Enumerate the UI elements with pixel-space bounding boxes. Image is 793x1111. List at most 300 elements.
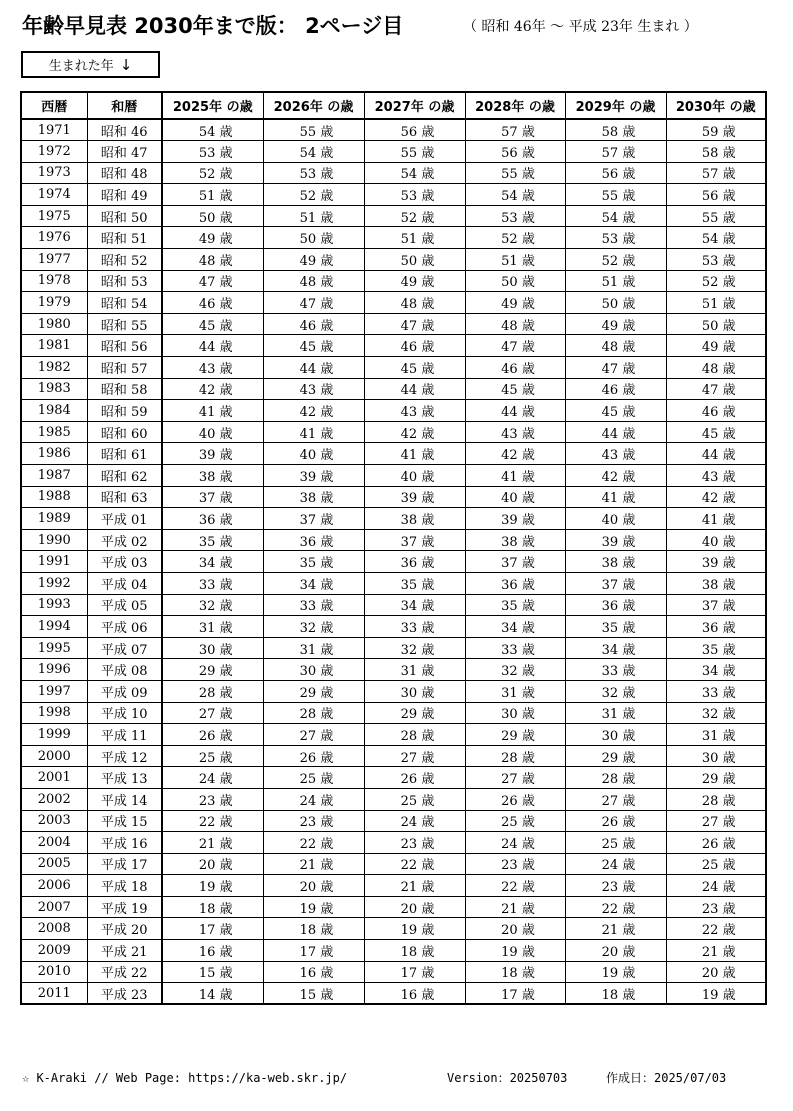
western-year-cell: 2010 [21,961,87,983]
age-cell: 35 歳 [364,572,465,594]
age-cell: 54 歳 [465,184,565,206]
age-cell: 43 歳 [263,378,364,400]
table-row [21,313,766,335]
japanese-era-cell: 平成 05 [87,594,162,616]
japanese-era-cell: 平成 13 [87,767,162,789]
age-table [20,91,767,1005]
column-header: 2030年 の歳 [666,92,766,119]
japanese-era-cell: 平成 14 [87,788,162,810]
column-header: 和暦 [87,92,162,119]
age-cell: 34 歳 [666,659,766,681]
age-cell: 59 歳 [666,119,766,141]
western-year-cell: 1971 [21,119,87,141]
table-row [21,292,766,314]
age-cell: 22 歳 [666,918,766,940]
age-cell: 51 歳 [465,249,565,271]
column-header: 西暦 [21,92,87,119]
japanese-era-cell: 昭和 59 [87,400,162,422]
age-cell: 51 歳 [364,227,465,249]
age-cell: 21 歳 [162,832,263,854]
japanese-era-cell: 昭和 49 [87,184,162,206]
western-year-cell: 1975 [21,205,87,227]
western-year-cell: 1982 [21,357,87,379]
age-cell: 19 歳 [263,896,364,918]
japanese-era-cell: 平成 03 [87,551,162,573]
age-cell: 47 歳 [465,335,565,357]
age-cell: 49 歳 [465,292,565,314]
age-cell: 46 歳 [364,335,465,357]
western-year-cell: 2000 [21,745,87,767]
age-cell: 21 歳 [465,896,565,918]
age-cell: 55 歳 [565,184,666,206]
table-row [21,486,766,508]
table-row [21,702,766,724]
western-year-cell: 1974 [21,184,87,206]
age-cell: 20 歳 [666,961,766,983]
age-cell: 38 歳 [666,572,766,594]
japanese-era-cell: 昭和 63 [87,486,162,508]
table-row [21,465,766,487]
japanese-era-cell: 平成 02 [87,529,162,551]
arrow-down-icon: ↓ [119,55,133,74]
column-header: 2029年 の歳 [565,92,666,119]
western-year-cell: 1973 [21,162,87,184]
table-row [21,659,766,681]
age-cell: 38 歳 [263,486,364,508]
age-cell: 47 歳 [565,357,666,379]
age-cell: 40 歳 [162,421,263,443]
age-cell: 57 歳 [465,119,565,141]
age-cell: 42 歳 [364,421,465,443]
japanese-era-cell: 平成 09 [87,680,162,702]
age-cell: 36 歳 [666,616,766,638]
age-cell: 29 歳 [364,702,465,724]
western-year-cell: 1989 [21,508,87,530]
japanese-era-cell: 昭和 58 [87,378,162,400]
japanese-era-cell: 昭和 47 [87,141,162,163]
age-cell: 49 歳 [162,227,263,249]
column-header: 2026年 の歳 [263,92,364,119]
age-cell: 45 歳 [666,421,766,443]
table-row [21,400,766,422]
age-cell: 57 歳 [666,162,766,184]
japanese-era-cell: 平成 07 [87,637,162,659]
age-cell: 30 歳 [666,745,766,767]
age-cell: 30 歳 [263,659,364,681]
age-cell: 42 歳 [162,378,263,400]
age-cell: 46 歳 [263,313,364,335]
age-cell: 39 歳 [565,529,666,551]
age-cell: 41 歳 [162,400,263,422]
age-cell: 43 歳 [666,465,766,487]
age-cell: 16 歳 [162,940,263,962]
western-year-cell: 2003 [21,810,87,832]
age-cell: 27 歳 [263,724,364,746]
table-row [21,357,766,379]
age-cell: 44 歳 [465,400,565,422]
table-row [21,141,766,163]
age-cell: 33 歳 [162,572,263,594]
table-row [21,508,766,530]
japanese-era-cell: 平成 15 [87,810,162,832]
age-cell: 24 歳 [666,875,766,897]
age-cell: 52 歳 [364,205,465,227]
age-cell: 41 歳 [263,421,364,443]
age-cell: 33 歳 [666,680,766,702]
japanese-era-cell: 平成 04 [87,572,162,594]
age-cell: 36 歳 [162,508,263,530]
age-cell: 36 歳 [364,551,465,573]
age-cell: 40 歳 [263,443,364,465]
japanese-era-cell: 平成 01 [87,508,162,530]
table-row [21,724,766,746]
age-cell: 53 歳 [465,205,565,227]
age-cell: 30 歳 [565,724,666,746]
western-year-cell: 1996 [21,659,87,681]
age-cell: 40 歳 [565,508,666,530]
japanese-era-cell: 昭和 48 [87,162,162,184]
japanese-era-cell: 平成 08 [87,659,162,681]
table-row [21,335,766,357]
age-cell: 20 歳 [465,918,565,940]
western-year-cell: 1987 [21,465,87,487]
age-cell: 27 歳 [666,810,766,832]
table-row [21,529,766,551]
age-cell: 52 歳 [666,270,766,292]
age-cell: 28 歳 [666,788,766,810]
age-cell: 48 歳 [565,335,666,357]
western-year-cell: 1984 [21,400,87,422]
age-cell: 26 歳 [162,724,263,746]
japanese-era-cell: 昭和 57 [87,357,162,379]
age-cell: 55 歳 [465,162,565,184]
table-row [21,637,766,659]
age-cell: 17 歳 [162,918,263,940]
age-cell: 56 歳 [465,141,565,163]
age-cell: 42 歳 [465,443,565,465]
western-year-cell: 1998 [21,702,87,724]
age-cell: 54 歳 [162,119,263,141]
age-cell: 39 歳 [162,443,263,465]
western-year-cell: 2001 [21,767,87,789]
age-cell: 52 歳 [465,227,565,249]
age-cell: 38 歳 [465,529,565,551]
age-cell: 31 歳 [666,724,766,746]
age-cell: 32 歳 [465,659,565,681]
age-cell: 39 歳 [263,465,364,487]
age-cell: 37 歳 [263,508,364,530]
western-year-cell: 1980 [21,313,87,335]
age-cell: 39 歳 [465,508,565,530]
age-cell: 35 歳 [263,551,364,573]
western-year-cell: 1985 [21,421,87,443]
age-cell: 38 歳 [565,551,666,573]
footer-author: ☆ K-Araki // Web Page: https://ka-web.skr.jp/ [22,1071,348,1085]
age-cell: 16 歳 [364,983,465,1005]
age-cell: 18 歳 [565,983,666,1005]
western-year-cell: 1993 [21,594,87,616]
column-header: 2028年 の歳 [465,92,565,119]
age-cell: 38 歳 [364,508,465,530]
japanese-era-cell: 平成 18 [87,875,162,897]
age-cell: 24 歳 [465,832,565,854]
age-cell: 58 歳 [565,119,666,141]
western-year-cell: 1995 [21,637,87,659]
age-cell: 17 歳 [364,961,465,983]
age-cell: 52 歳 [263,184,364,206]
age-cell: 23 歳 [565,875,666,897]
age-cell: 27 歳 [162,702,263,724]
age-cell: 46 歳 [465,357,565,379]
age-cell: 52 歳 [162,162,263,184]
age-cell: 55 歳 [263,119,364,141]
table-row [21,162,766,184]
table-row [21,249,766,271]
age-cell: 47 歳 [364,313,465,335]
age-cell: 25 歳 [162,745,263,767]
age-cell: 50 歳 [465,270,565,292]
japanese-era-cell: 平成 21 [87,940,162,962]
age-cell: 40 歳 [465,486,565,508]
age-cell: 24 歳 [364,810,465,832]
western-year-cell: 2011 [21,983,87,1005]
western-year-cell: 1991 [21,551,87,573]
japanese-era-cell: 平成 23 [87,983,162,1005]
western-year-cell: 1994 [21,616,87,638]
age-cell: 37 歳 [465,551,565,573]
age-cell: 33 歳 [263,594,364,616]
age-cell: 29 歳 [666,767,766,789]
age-cell: 43 歳 [565,443,666,465]
age-cell: 48 歳 [162,249,263,271]
table-row [21,832,766,854]
age-cell: 53 歳 [263,162,364,184]
age-cell: 32 歳 [565,680,666,702]
age-cell: 40 歳 [666,529,766,551]
age-cell: 22 歳 [162,810,263,832]
age-cell: 37 歳 [666,594,766,616]
age-cell: 49 歳 [565,313,666,335]
age-cell: 45 歳 [364,357,465,379]
age-cell: 24 歳 [565,853,666,875]
age-cell: 31 歳 [263,637,364,659]
age-cell: 43 歳 [465,421,565,443]
japanese-era-cell: 昭和 50 [87,205,162,227]
western-year-cell: 2005 [21,853,87,875]
age-cell: 23 歳 [666,896,766,918]
age-cell: 35 歳 [465,594,565,616]
western-year-cell: 2002 [21,788,87,810]
age-cell: 26 歳 [465,788,565,810]
age-cell: 41 歳 [465,465,565,487]
table-row [21,767,766,789]
age-cell: 25 歳 [263,767,364,789]
table-row [21,810,766,832]
age-cell: 19 歳 [465,940,565,962]
age-cell: 54 歳 [565,205,666,227]
table-row [21,572,766,594]
table-row [21,616,766,638]
age-cell: 48 歳 [666,357,766,379]
table-header [21,92,766,119]
footer-created: 作成日：2025/07/03 [606,1071,727,1085]
age-cell: 20 歳 [364,896,465,918]
age-cell: 20 歳 [565,940,666,962]
age-cell: 49 歳 [364,270,465,292]
japanese-era-cell: 昭和 56 [87,335,162,357]
age-cell: 22 歳 [364,853,465,875]
table-row [21,745,766,767]
age-cell: 45 歳 [465,378,565,400]
japanese-era-cell: 平成 06 [87,616,162,638]
age-cell: 31 歳 [364,659,465,681]
age-cell: 35 歳 [565,616,666,638]
table-row [21,184,766,206]
western-year-cell: 1981 [21,335,87,357]
age-cell: 45 歳 [263,335,364,357]
age-cell: 48 歳 [263,270,364,292]
age-cell: 56 歳 [364,119,465,141]
age-cell: 30 歳 [465,702,565,724]
western-year-cell: 2009 [21,940,87,962]
japanese-era-cell: 平成 22 [87,961,162,983]
age-cell: 50 歳 [162,205,263,227]
page-title: 年齢早見表 2030年まで版： 2ページ目 [22,14,404,38]
age-cell: 23 歳 [364,832,465,854]
age-cell: 37 歳 [565,572,666,594]
age-cell: 56 歳 [666,184,766,206]
age-cell: 29 歳 [162,659,263,681]
age-cell: 41 歳 [565,486,666,508]
table-row [21,788,766,810]
age-cell: 50 歳 [666,313,766,335]
western-year-cell: 2007 [21,896,87,918]
age-cell: 28 歳 [162,680,263,702]
age-cell: 54 歳 [666,227,766,249]
table-row [21,918,766,940]
age-cell: 28 歳 [565,767,666,789]
age-cell: 44 歳 [565,421,666,443]
age-cell: 18 歳 [465,961,565,983]
age-cell: 55 歳 [666,205,766,227]
age-cell: 58 歳 [666,141,766,163]
japanese-era-cell: 昭和 53 [87,270,162,292]
age-cell: 25 歳 [364,788,465,810]
age-cell: 28 歳 [364,724,465,746]
age-cell: 30 歳 [162,637,263,659]
table-row [21,680,766,702]
age-cell: 32 歳 [162,594,263,616]
age-cell: 44 歳 [263,357,364,379]
age-cell: 26 歳 [666,832,766,854]
age-cell: 46 歳 [666,400,766,422]
age-cell: 24 歳 [263,788,364,810]
age-cell: 44 歳 [162,335,263,357]
western-year-cell: 1978 [21,270,87,292]
age-cell: 19 歳 [666,983,766,1005]
age-cell: 45 歳 [162,313,263,335]
age-cell: 24 歳 [162,767,263,789]
age-cell: 51 歳 [263,205,364,227]
page-subtitle: （ 昭和 46年 〜 平成 23年 生まれ ） [463,19,698,35]
western-year-cell: 1972 [21,141,87,163]
age-cell: 43 歳 [162,357,263,379]
japanese-era-cell: 昭和 60 [87,421,162,443]
age-cell: 34 歳 [263,572,364,594]
japanese-era-cell: 平成 19 [87,896,162,918]
age-cell: 50 歳 [263,227,364,249]
age-cell: 26 歳 [565,810,666,832]
age-cell: 57 歳 [565,141,666,163]
age-cell: 32 歳 [364,637,465,659]
age-cell: 21 歳 [666,940,766,962]
age-cell: 35 歳 [162,529,263,551]
age-cell: 32 歳 [666,702,766,724]
age-cell: 18 歳 [263,918,364,940]
age-cell: 37 歳 [162,486,263,508]
table-row [21,270,766,292]
age-cell: 52 歳 [565,249,666,271]
age-cell: 33 歳 [465,637,565,659]
age-cell: 38 歳 [162,465,263,487]
age-cell: 34 歳 [364,594,465,616]
age-cell: 53 歳 [666,249,766,271]
age-cell: 25 歳 [465,810,565,832]
age-cell: 44 歳 [666,443,766,465]
table-body [21,119,766,1004]
age-cell: 46 歳 [565,378,666,400]
japanese-era-cell: 平成 17 [87,853,162,875]
age-cell: 50 歳 [565,292,666,314]
table-row [21,443,766,465]
table-row [21,594,766,616]
japanese-era-cell: 昭和 54 [87,292,162,314]
table-row [21,227,766,249]
age-cell: 48 歳 [364,292,465,314]
japanese-era-cell: 昭和 55 [87,313,162,335]
western-year-cell: 1983 [21,378,87,400]
western-year-cell: 1986 [21,443,87,465]
age-cell: 22 歳 [465,875,565,897]
japanese-era-cell: 平成 16 [87,832,162,854]
age-cell: 33 歳 [565,659,666,681]
table-header-row [21,92,766,119]
age-cell: 43 歳 [364,400,465,422]
age-cell: 23 歳 [263,810,364,832]
age-cell: 50 歳 [364,249,465,271]
age-cell: 22 歳 [263,832,364,854]
footer-version: Version：20250703 [447,1071,568,1085]
japanese-era-cell: 昭和 51 [87,227,162,249]
table-row [21,421,766,443]
western-year-cell: 1997 [21,680,87,702]
age-cell: 44 歳 [364,378,465,400]
age-cell: 42 歳 [263,400,364,422]
birth-year-label [21,51,160,78]
age-cell: 37 歳 [364,529,465,551]
age-cell: 19 歳 [364,918,465,940]
western-year-cell: 1990 [21,529,87,551]
age-cell: 21 歳 [364,875,465,897]
western-year-cell: 1999 [21,724,87,746]
age-cell: 28 歳 [263,702,364,724]
western-year-cell: 1977 [21,249,87,271]
table-row [21,853,766,875]
age-cell: 49 歳 [263,249,364,271]
age-cell: 41 歳 [666,508,766,530]
age-cell: 47 歳 [263,292,364,314]
table-row [21,119,766,141]
